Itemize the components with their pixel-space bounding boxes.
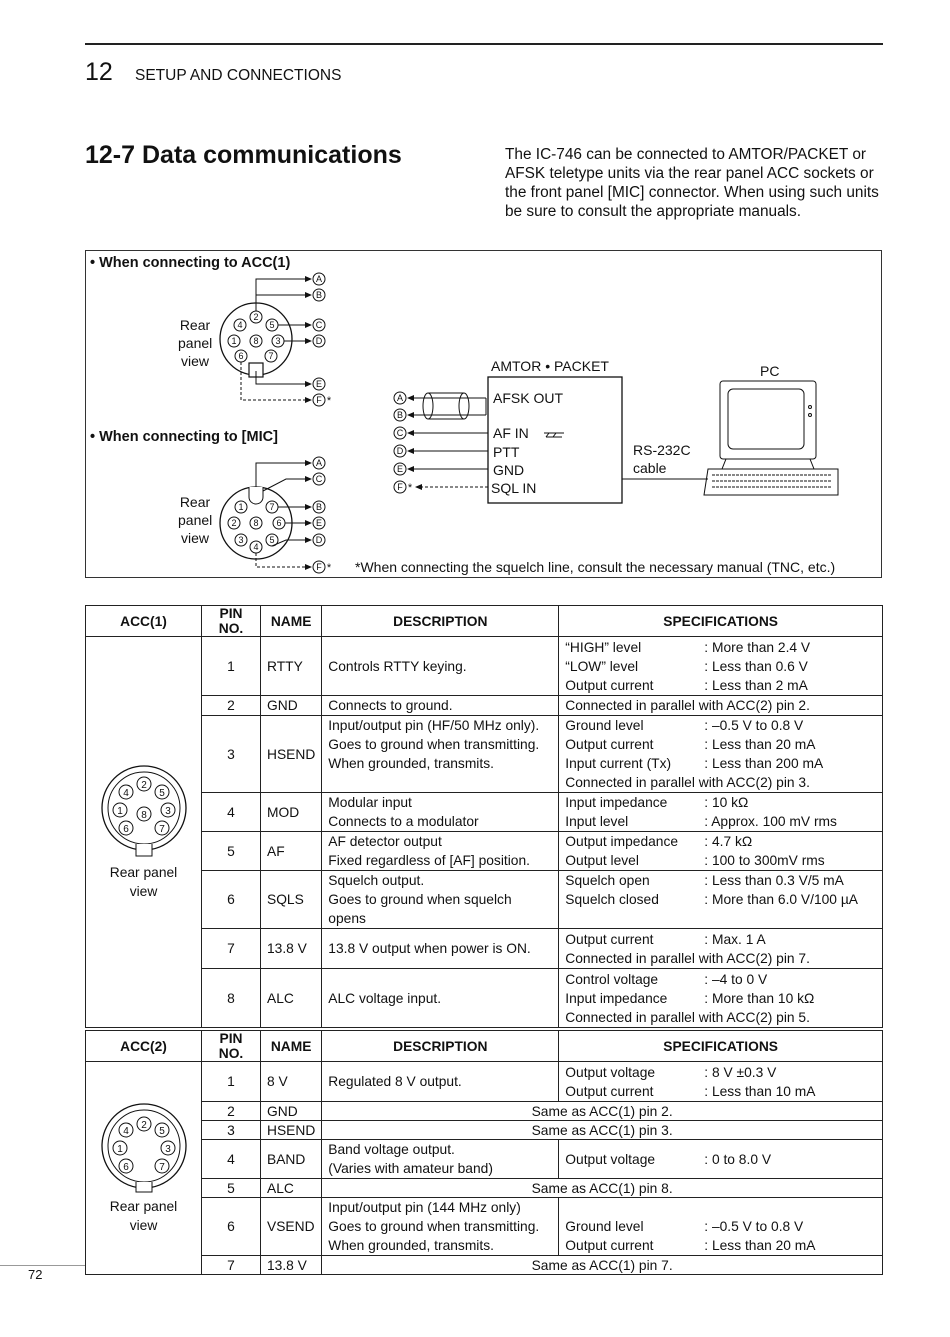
- spec-line: [565, 871, 876, 890]
- table-row: [86, 793, 883, 832]
- spec-line: [565, 754, 876, 773]
- col-header: PIN NO.: [202, 1031, 261, 1062]
- intro-line: the front panel [MIC] connector. When using such units: [505, 184, 879, 201]
- acc1-pin: 3: [164, 805, 171, 817]
- connector-caption: Rear panel: [109, 1198, 178, 1214]
- spec-value: : 10 kΩ: [704, 795, 749, 810]
- spec-line: [565, 851, 876, 870]
- pin-cell: 3: [202, 716, 261, 793]
- spec-cell: [559, 1198, 883, 1256]
- mic-pin-label: 4: [253, 542, 259, 552]
- marker-a: A: [315, 458, 323, 468]
- connector-caption: view: [129, 883, 158, 899]
- acc1-pin: 6: [122, 823, 129, 835]
- acc1-connector-cell: [86, 637, 202, 1028]
- pin-cell: 3: [202, 1121, 261, 1140]
- name-cell: MOD: [261, 793, 322, 832]
- col-header: NAME: [261, 1031, 322, 1062]
- port-afsk-out: AFSK OUT: [493, 390, 564, 406]
- pin-cell: 1: [202, 1062, 261, 1102]
- pin-cell: 7: [202, 929, 261, 969]
- connector-caption: view: [129, 1217, 158, 1233]
- spec-key: Output current: [565, 677, 654, 693]
- rear-view-text: panel: [178, 335, 213, 351]
- table-row: [86, 716, 883, 793]
- spec-value: : 4.7 kΩ: [704, 834, 753, 849]
- port-ptt: PTT: [493, 444, 520, 460]
- desc-line: Goes to ground when squelch: [328, 892, 512, 907]
- acc-pin-label: 4: [237, 320, 243, 330]
- spec-key: Output voltage: [565, 1151, 656, 1167]
- spec-value: : More than 2.4 V: [704, 639, 811, 655]
- spec-line: [565, 812, 876, 831]
- name-cell: GND: [261, 696, 322, 716]
- name-cell: HSEND: [261, 716, 322, 793]
- cable-label-line: cable: [633, 460, 667, 476]
- pin-cell: 4: [202, 1140, 261, 1179]
- acc2-connector-cell: [86, 1062, 202, 1275]
- acc1-pin: 8: [140, 809, 147, 821]
- acc-pin-label: 3: [275, 336, 281, 346]
- desc-line: Fixed regardless of [AF] position.: [328, 853, 530, 868]
- col-header: PIN NO.: [202, 606, 261, 637]
- col-header: NAME: [261, 606, 322, 637]
- marker-c: C: [315, 320, 323, 330]
- marker-f-asterisk: *: [326, 562, 332, 574]
- name-cell: BAND: [261, 1140, 322, 1179]
- desc-cell: [322, 832, 559, 871]
- marker-c: C: [396, 428, 404, 438]
- name-cell: RTTY: [261, 637, 322, 696]
- col-header: SPECIFICATIONS: [559, 1031, 883, 1062]
- marker-d: D: [315, 535, 323, 545]
- spec-cell: [559, 1062, 883, 1102]
- acc-pin-label: 7: [268, 351, 274, 361]
- table-row: [86, 637, 883, 696]
- col-header: DESCRIPTION: [322, 1031, 559, 1062]
- rear-view-text: Rear: [179, 317, 211, 333]
- connection-diagram: [85, 250, 882, 578]
- acc2-pin: 6: [122, 1161, 129, 1173]
- spec-line: Connected in parallel with ACC(2) pin 5.: [565, 1009, 810, 1025]
- spec-value: : More than 10 kΩ: [704, 990, 815, 1006]
- spec-line: [565, 832, 876, 851]
- desc-cell: [322, 637, 559, 696]
- acc2-pin: 4: [122, 1125, 129, 1137]
- port-af-in: AF IN: [493, 425, 529, 441]
- spec-line: [565, 657, 876, 676]
- rear-view-text: view: [180, 353, 209, 369]
- marker-c: C: [315, 474, 323, 484]
- marker-e: E: [396, 464, 404, 474]
- pin-cell: 6: [202, 871, 261, 929]
- acc-markers: [313, 273, 332, 407]
- pc-icon: [704, 381, 838, 495]
- table-row: [86, 1256, 883, 1275]
- device-title: AMTOR • PACKET: [491, 358, 609, 374]
- desc-line: ALC voltage input.: [328, 990, 442, 1006]
- table-row: [86, 1198, 883, 1256]
- spec-line: [565, 716, 876, 735]
- page-number-rule: [0, 1265, 85, 1266]
- chapter-title: SETUP AND CONNECTIONS: [135, 67, 342, 84]
- spec-line: Connected in parallel with ACC(2) pin 7.: [565, 950, 810, 966]
- pc-label: PC: [760, 363, 780, 379]
- spec-line: [565, 930, 876, 949]
- rear-view-text: view: [180, 530, 209, 546]
- acc1-pin: 7: [158, 823, 165, 835]
- rear-view-text: Rear: [179, 494, 211, 510]
- marker-f-asterisk: *: [326, 395, 332, 407]
- page-number: 72: [28, 1267, 43, 1282]
- table-row: [86, 1140, 883, 1179]
- marker-f: F: [397, 482, 403, 492]
- desc-line: Regulated 8 V output.: [328, 1074, 462, 1089]
- desc-cell: [322, 969, 559, 1028]
- acc1-table: [85, 605, 883, 1028]
- table-row: [86, 929, 883, 969]
- name-cell: GND: [261, 1102, 322, 1121]
- name-cell: ALC: [261, 969, 322, 1028]
- spec-cell: [559, 696, 883, 716]
- spec-key: Squelch closed: [565, 892, 659, 907]
- mic-pin-label: 1: [238, 502, 244, 512]
- acc1-pin: 1: [116, 805, 123, 817]
- acc2-table: [85, 1030, 883, 1275]
- pin-cell: 2: [202, 1102, 261, 1121]
- spec-key: Ground level: [565, 718, 644, 733]
- table-row: [86, 696, 883, 716]
- desc-cell: [322, 871, 559, 929]
- mic-markers: [313, 457, 332, 574]
- table-row: [86, 969, 883, 1028]
- acc2-pin: 7: [158, 1161, 165, 1173]
- marker-b: B: [396, 410, 404, 420]
- acc-connector-icon: [220, 279, 311, 400]
- marker-f: F: [316, 395, 322, 405]
- spec-value: : Less than 2 mA: [704, 677, 808, 693]
- spec-line: [565, 735, 876, 754]
- mic-pin-label: 8: [253, 518, 259, 528]
- acc2-pin: 2: [140, 1119, 147, 1131]
- name-cell: AF: [261, 832, 322, 871]
- table-row: [86, 1121, 883, 1140]
- mic-pin-label: 2: [231, 518, 237, 528]
- spec-key: Output current: [565, 931, 654, 947]
- acc2-pin: 1: [116, 1143, 123, 1155]
- same-as-cell: Same as ACC(1) pin 8.: [322, 1179, 883, 1198]
- spec-line: [565, 890, 876, 909]
- spec-value: : More than 6.0 V/100 µA: [704, 892, 858, 907]
- acc-pin-label: 6: [238, 351, 244, 361]
- spec-cell: [559, 716, 883, 793]
- mic-pin-label: 6: [276, 518, 282, 528]
- acc-pin-label: 2: [253, 312, 259, 322]
- chapter-number: 12: [85, 58, 113, 86]
- spec-key: Input level: [565, 814, 629, 829]
- acc2-din-connector-icon: [96, 1102, 192, 1194]
- spec-cell: [559, 969, 883, 1028]
- mic-connector-icon: [220, 463, 311, 567]
- name-cell: VSEND: [261, 1198, 322, 1256]
- intro-paragraph: [505, 145, 885, 221]
- spec-key: “HIGH” level: [565, 639, 642, 655]
- marker-d: D: [396, 446, 404, 456]
- acc1-pin: 5: [158, 787, 165, 799]
- spec-line: Connected in parallel with ACC(2) pin 2.: [565, 698, 810, 713]
- desc-cell: [322, 696, 559, 716]
- desc-cell: [322, 1062, 559, 1102]
- diagram-drawing: [86, 251, 881, 577]
- spec-cell: [559, 871, 883, 929]
- same-as-cell: Same as ACC(1) pin 7.: [322, 1256, 883, 1275]
- marker-b: B: [315, 290, 323, 300]
- intro-line: be sure to consult the appropriate manuals.: [505, 203, 802, 220]
- spec-value: : –0.5 V to 0.8 V: [704, 718, 804, 733]
- spec-value: : Less than 200 mA: [704, 756, 824, 771]
- spec-key: Input impedance: [565, 795, 668, 810]
- marker-e: E: [315, 518, 323, 528]
- section-title: 12-7 Data communications: [85, 141, 402, 169]
- desc-line: Connects to ground.: [328, 698, 453, 713]
- spec-line: [565, 676, 876, 695]
- header-rule: [85, 43, 883, 45]
- spec-line: [565, 989, 876, 1008]
- spec-line: [565, 1150, 876, 1169]
- name-cell: ALC: [261, 1179, 322, 1198]
- acc1-din-connector-icon: [96, 764, 192, 860]
- spec-key: Input current (Tx): [565, 756, 672, 771]
- spec-value: : –0.5 V to 0.8 V: [704, 1219, 804, 1234]
- spec-line: [565, 1236, 876, 1255]
- col-header: ACC(2): [86, 1031, 202, 1062]
- intro-line: The IC-746 can be connected to AMTOR/PACKET or: [505, 146, 867, 163]
- mic-pin-label: 7: [269, 502, 275, 512]
- spec-line: [565, 1063, 876, 1082]
- acc-pin-label: 5: [269, 320, 275, 330]
- desc-cell: [322, 1198, 559, 1256]
- spec-value: : Max. 1 A: [704, 931, 766, 947]
- col-header: DESCRIPTION: [322, 606, 559, 637]
- spec-key: Output current: [565, 1238, 654, 1253]
- spec-key: Squelch open: [565, 873, 650, 888]
- desc-line: opens: [328, 911, 366, 926]
- marker-e: E: [315, 379, 323, 389]
- spec-line: Connected in parallel with ACC(2) pin 3.: [565, 775, 810, 790]
- pin-cell: 8: [202, 969, 261, 1028]
- pin-cell: 7: [202, 1256, 261, 1275]
- marker-a: A: [396, 393, 404, 403]
- spec-key: “LOW” level: [565, 658, 639, 674]
- pin-cell: 6: [202, 1198, 261, 1256]
- acc1-pin: 2: [140, 779, 147, 791]
- spec-value: : 0 to 8.0 V: [704, 1151, 772, 1167]
- connector-caption: Rear panel: [109, 864, 178, 880]
- spec-value: : Less than 10 mA: [704, 1083, 816, 1099]
- mic-pin-label: 5: [269, 535, 275, 545]
- pin-cell: 5: [202, 832, 261, 871]
- pin-cell: 1: [202, 637, 261, 696]
- desc-line: AF detector output: [328, 834, 442, 849]
- table-row: [86, 1062, 883, 1102]
- spec-line: [565, 1082, 876, 1101]
- desc-line: When grounded, transmits.: [328, 756, 494, 771]
- desc-cell: [322, 716, 559, 793]
- desc-cell: [322, 929, 559, 969]
- spec-key: Output current: [565, 1083, 654, 1099]
- spec-key: Output voltage: [565, 1064, 656, 1080]
- acc-pin-label: 8: [253, 336, 259, 346]
- spec-value: : Less than 0.3 V/5 mA: [704, 873, 844, 888]
- rear-view-text: panel: [178, 512, 213, 528]
- intro-line: AFSK teletype units via the rear panel ACC sockets or: [505, 165, 874, 182]
- table-row: [86, 832, 883, 871]
- spec-value: : Approx. 100 mV rms: [704, 814, 837, 829]
- spec-line: [565, 970, 876, 989]
- spec-value: : 8 V ±0.3 V: [704, 1064, 777, 1080]
- desc-line: Goes to ground when transmitting.: [328, 737, 540, 752]
- table-row: [86, 871, 883, 929]
- name-cell: 13.8 V: [261, 929, 322, 969]
- table-header-row: [86, 1031, 883, 1062]
- marker-f-asterisk: *: [407, 482, 413, 494]
- col-header: ACC(1): [86, 606, 202, 637]
- pin-cell: 5: [202, 1179, 261, 1198]
- spec-line: [565, 793, 876, 812]
- spec-value: : Less than 20 mA: [704, 737, 816, 752]
- spec-key: Input impedance: [565, 990, 668, 1006]
- marker-b: B: [315, 502, 323, 512]
- desc-cell: [322, 1140, 559, 1179]
- pin-cell: 4: [202, 793, 261, 832]
- same-as-cell: Same as ACC(1) pin 2.: [322, 1102, 883, 1121]
- spec-cell: [559, 637, 883, 696]
- spec-value: : Less than 20 mA: [704, 1238, 816, 1253]
- spec-cell: [559, 793, 883, 832]
- port-gnd: GND: [493, 462, 525, 478]
- acc-pin-label: 1: [231, 336, 237, 346]
- desc-line: Band voltage output.: [328, 1142, 455, 1157]
- name-cell: HSEND: [261, 1121, 322, 1140]
- acc1-pin: 4: [122, 787, 129, 799]
- mic-heading: • When connecting to [MIC]: [90, 429, 278, 445]
- cable-label-line: RS-232C: [633, 442, 691, 458]
- spec-key: Output current: [565, 737, 654, 752]
- marker-d: D: [315, 336, 323, 346]
- spec-line: [565, 638, 876, 657]
- same-as-cell: Same as ACC(1) pin 3.: [322, 1121, 883, 1140]
- port-sql-in: SQL IN: [491, 480, 537, 496]
- spec-key: Ground level: [565, 1219, 644, 1234]
- spec-value: : –4 to 0 V: [704, 971, 768, 987]
- acc2-pin: 5: [158, 1125, 165, 1137]
- spec-cell: [559, 929, 883, 969]
- spec-line: [565, 1217, 876, 1236]
- desc-line: 13.8 V output when power is ON.: [328, 941, 531, 956]
- desc-line: Squelch output.: [328, 873, 425, 888]
- marker-f: F: [316, 562, 322, 572]
- spec-key: Output level: [565, 853, 639, 868]
- desc-cell: [322, 793, 559, 832]
- cable-label: [633, 441, 691, 477]
- squelch-footnote: *When connecting the squelch line, consult the necessary manual (TNC, etc.): [355, 559, 836, 575]
- spec-cell: [559, 1140, 883, 1179]
- name-cell: 8 V: [261, 1062, 322, 1102]
- spec-cell: [559, 832, 883, 871]
- acc2-pin: 3: [164, 1143, 171, 1155]
- table-row: [86, 1179, 883, 1198]
- table-header-row: [86, 606, 883, 637]
- spec-value: : 100 to 300mV rms: [704, 853, 825, 868]
- desc-line: (Varies with amateur band): [328, 1161, 493, 1176]
- pin-cell: 2: [202, 696, 261, 716]
- col-header: SPECIFICATIONS: [559, 606, 883, 637]
- device-wiring: [408, 393, 564, 487]
- marker-a: A: [315, 274, 323, 284]
- desc-line: Goes to ground when transmitting.: [328, 1219, 540, 1234]
- device-markers: [394, 392, 413, 494]
- desc-line: When grounded, transmits.: [328, 1238, 494, 1253]
- mic-pin-label: 3: [238, 535, 244, 545]
- spec-value: : Less than 0.6 V: [704, 658, 808, 674]
- spec-key: Output impedance: [565, 834, 679, 849]
- desc-line: Input/output pin (144 MHz only): [328, 1200, 521, 1215]
- desc-line: Controls RTTY keying.: [328, 658, 467, 674]
- acc-heading: • When connecting to ACC(1): [90, 255, 291, 271]
- table-row: [86, 1102, 883, 1121]
- desc-line: Modular input: [328, 795, 412, 810]
- name-cell: SQLS: [261, 871, 322, 929]
- name-cell: 13.8 V: [261, 1256, 322, 1275]
- desc-line: Input/output pin (HF/50 MHz only).: [328, 718, 540, 733]
- desc-line: Connects to a modulator: [328, 814, 479, 829]
- spec-key: Control voltage: [565, 971, 659, 987]
